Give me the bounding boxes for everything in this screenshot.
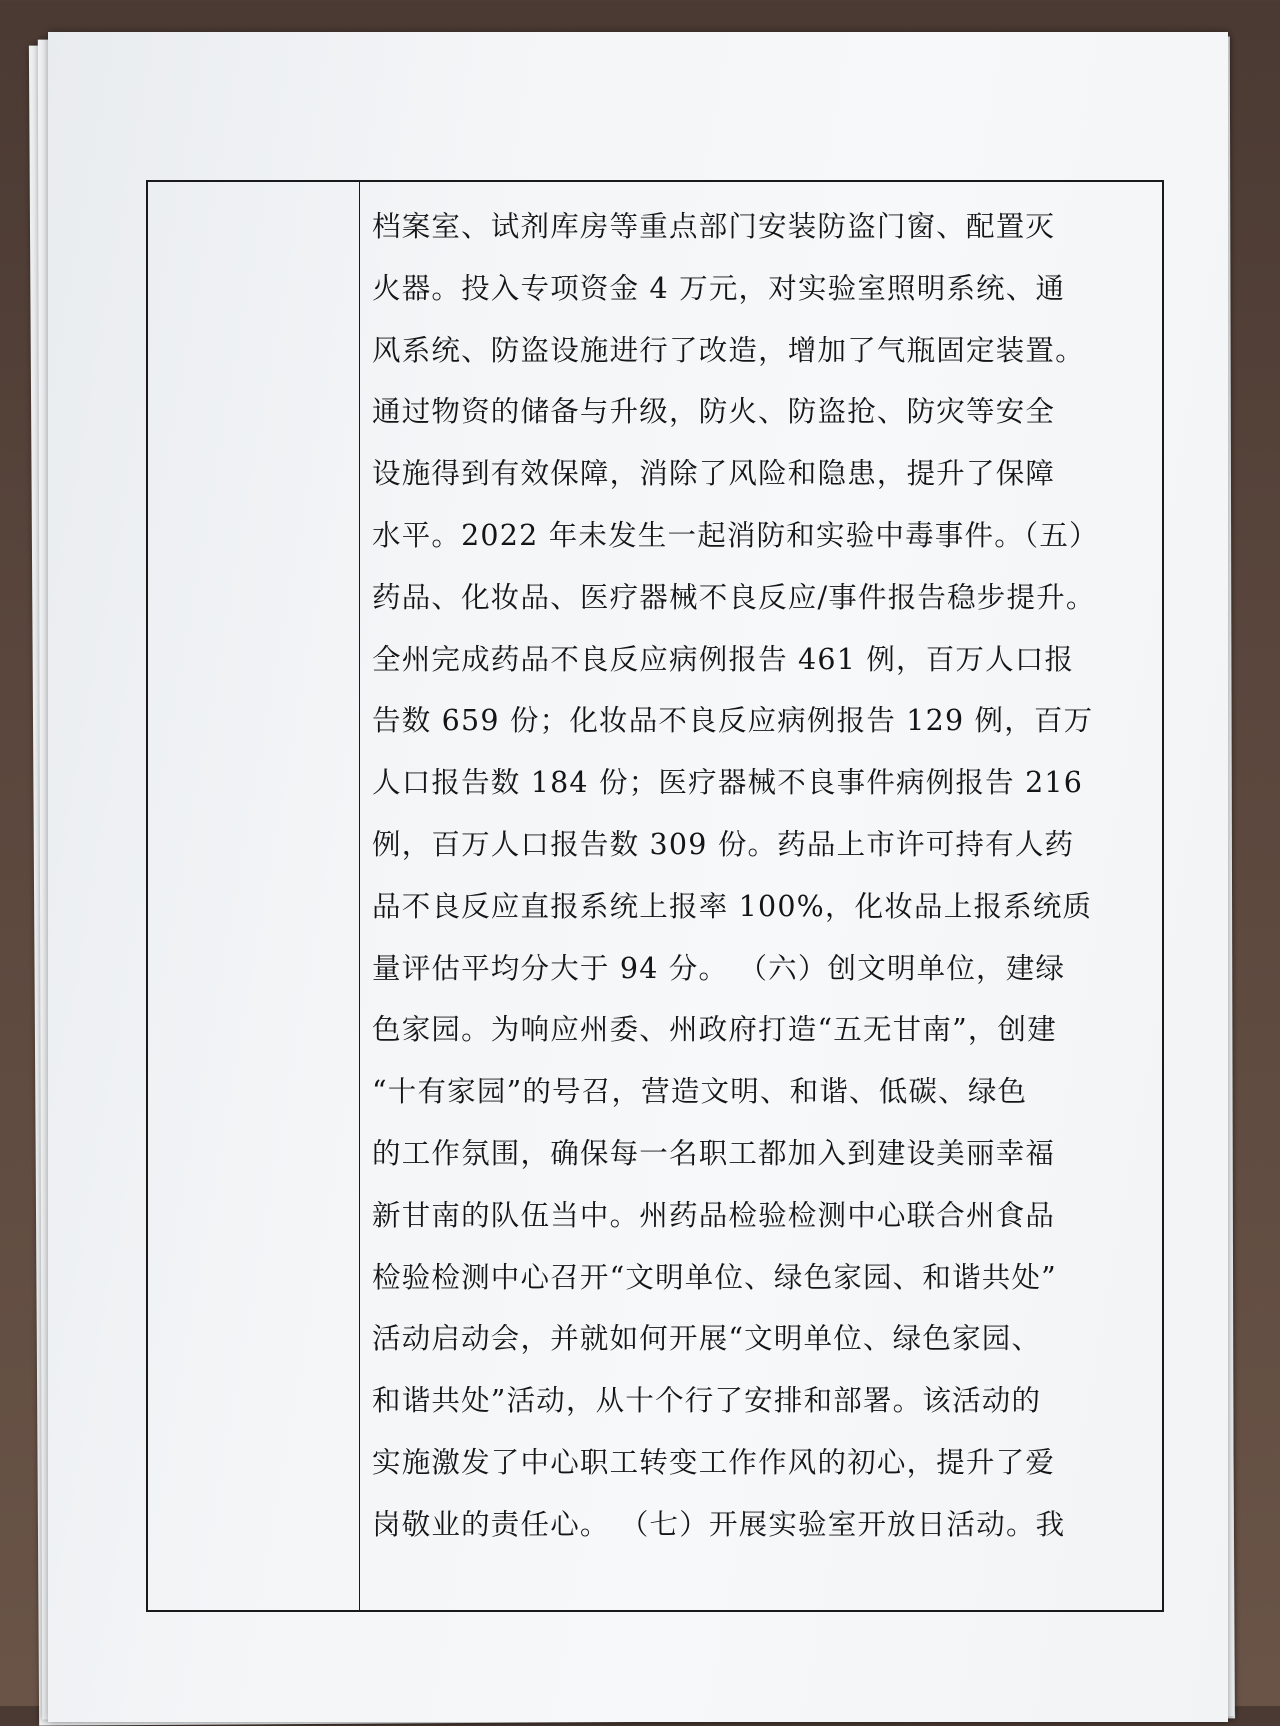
text-line: 药品、化妆品、医疗器械不良反应/事件报告稳步提升。 [372, 580, 1096, 614]
table-label-cell [148, 182, 360, 1610]
text-line: 通过物资的储备与升级，防火、防盗抢、防灾等安全 [372, 395, 1056, 429]
text-line: 例，百万人口报告数 309 份。药品上市许可持有人药 [372, 827, 1075, 861]
text-line: 实施激发了中心职工转变工作作风的初心，提升了爱 [372, 1445, 1056, 1479]
text-line: 设施得到有效保障，消除了风险和隐患，提升了保障 [372, 457, 1056, 491]
text-line: 活动启动会，并就如何开展“文明单位、绿色家园、 [372, 1322, 1042, 1356]
text-line: “十有家园”的号召，营造文明、和谐、低碳、绿色 [372, 1075, 1028, 1109]
text-line: 新甘南的队伍当中。州药品检验检测中心联合州食品 [372, 1198, 1056, 1232]
table-content-cell [360, 182, 1162, 1610]
text-line: 色家园。为响应州委、州政府打造“五无甘南”，创建 [372, 1013, 1057, 1047]
document-page [48, 32, 1228, 1722]
text-line: 人口报告数 184 份；医疗器械不良事件病例报告 216 [372, 766, 1084, 800]
text-line: 风系统、防盗设施进行了改造，增加了气瓶固定装置。 [372, 333, 1085, 367]
text-line: 品不良反应直报系统上报率 100%，化妆品上报系统质 [372, 889, 1093, 923]
report-table [146, 180, 1164, 1612]
text-line: 告数 659 份；化妆品不良反应病例报告 129 例，百万 [372, 704, 1094, 738]
text-line: 量评估平均分大于 94 分。 （六）创文明单位，建绿 [372, 951, 1066, 985]
text-line: 水平。2022 年未发生一起消防和实验中毒事件。（五） [372, 518, 1099, 552]
text-line: 的工作氛围，确保每一名职工都加入到建设美丽幸福 [372, 1136, 1056, 1170]
text-line: 全州完成药品不良反应病例报告 461 例，百万人口报 [372, 642, 1075, 676]
text-line: 检验检测中心召开“文明单位、绿色家园、和谐共处” [372, 1260, 1057, 1294]
text-line: 档案室、试剂库房等重点部门安装防盗门窗、配置灭 [372, 210, 1056, 243]
text-line: 和谐共处”活动，从十个行了安排和部署。该活动的 [372, 1384, 1042, 1418]
text-line: 火器。投入专项资金 4 万元，对实验室照明系统、通 [372, 271, 1066, 305]
text-line: 岗敬业的责任心。 （七）开展实验室开放日活动。我 [372, 1507, 1066, 1541]
